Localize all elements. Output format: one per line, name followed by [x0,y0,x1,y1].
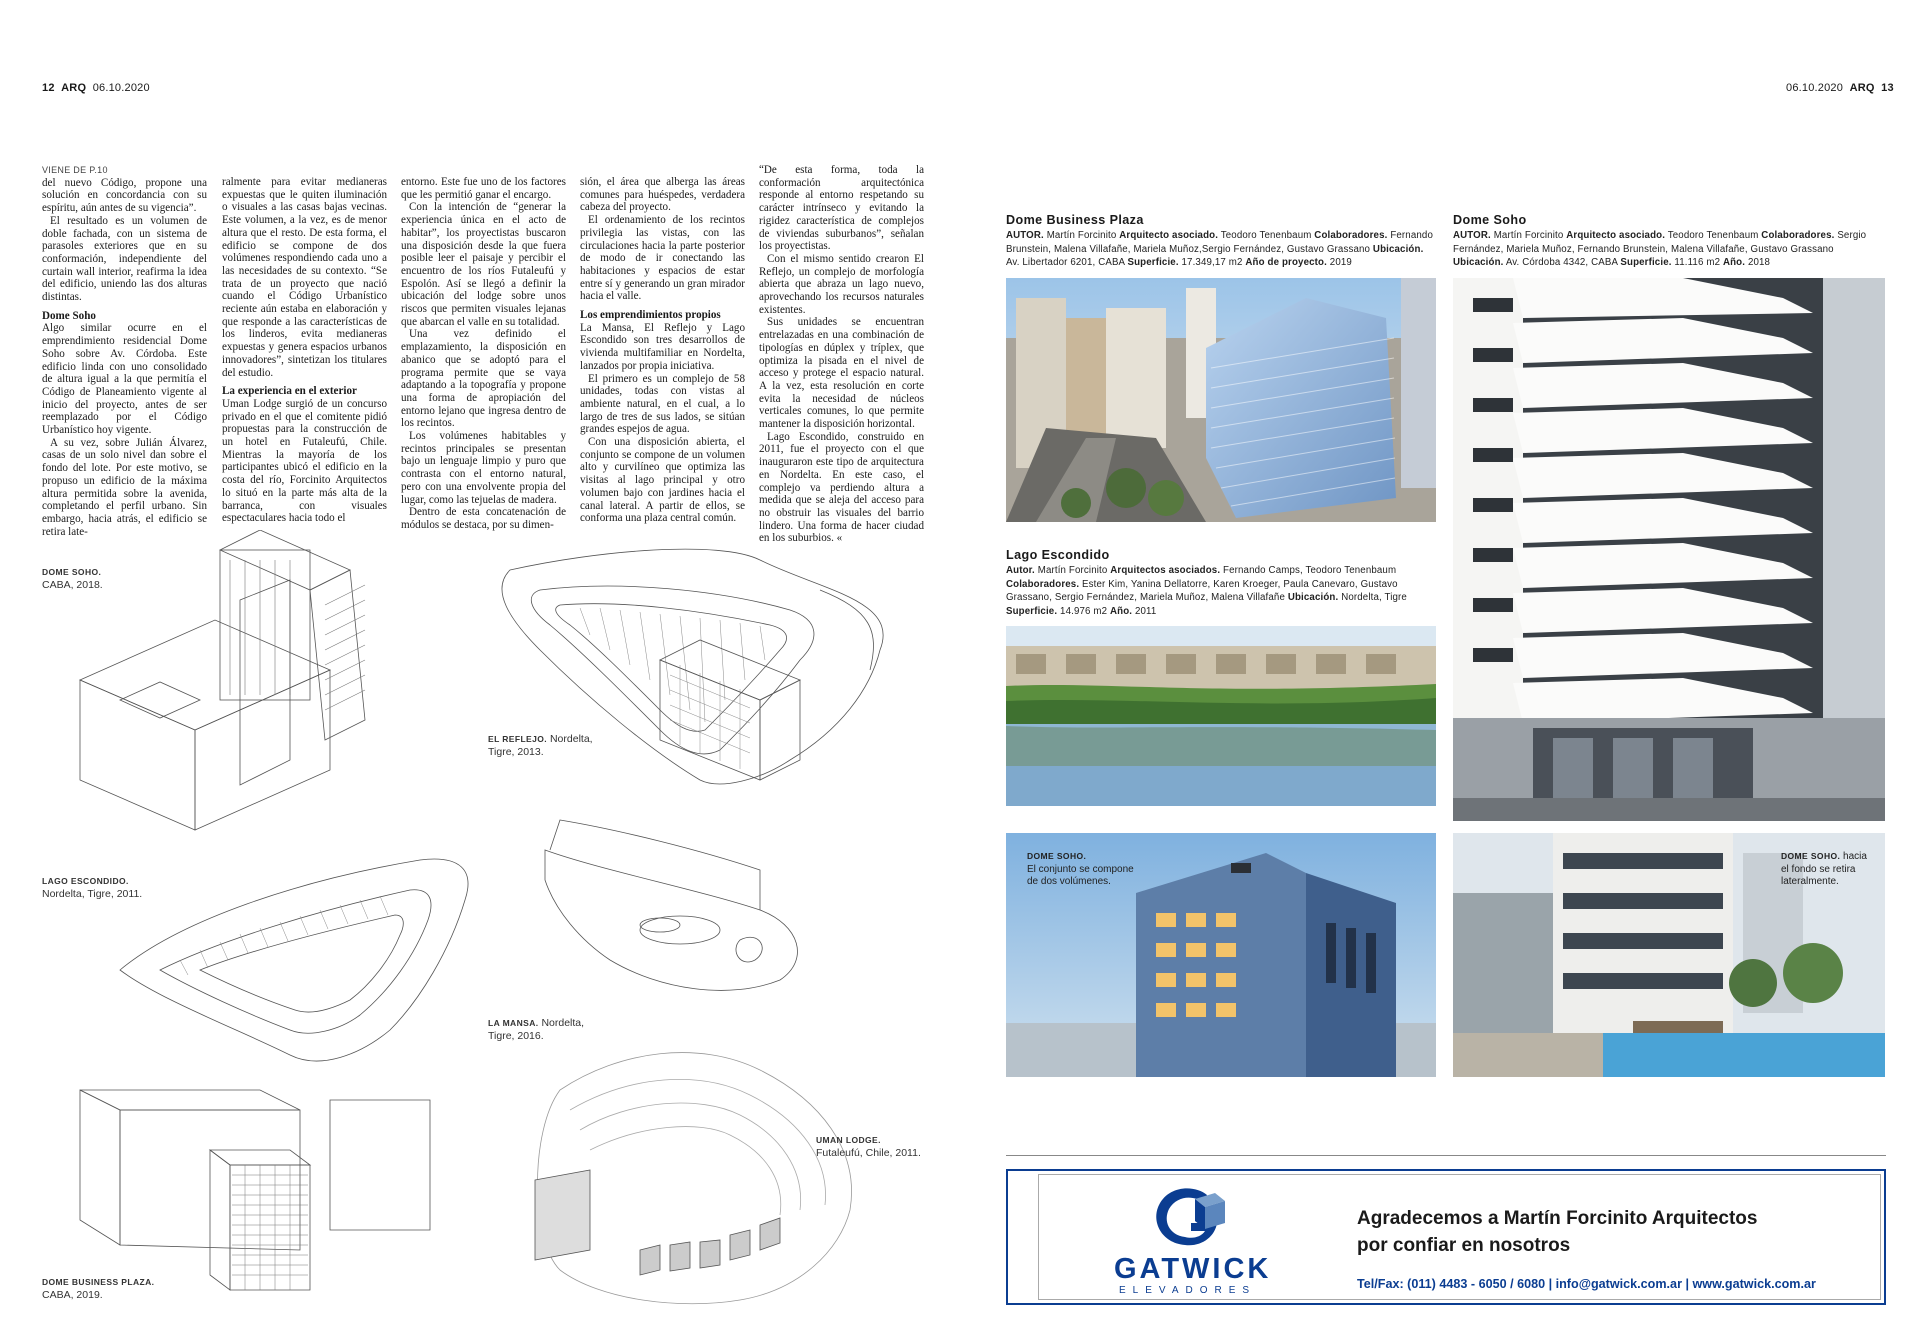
ad-divider [1006,1155,1886,1156]
caption-dome-business-plaza: DOME BUSINESS PLAZA. CABA, 2019. [42,1277,155,1301]
dome-soho-drawing [80,530,365,830]
text-column-3: entorno. Este fue uno de los factores que les permitió ganar el encargo. Con la intención de “generar la experiencia única en el acto de habitar”, los proyectistas buscaron una disposición desde la que fuera posible leer el paisaje y percibir el encuentro de los ríos Futaleufú y Espolón. Así se llegó a definir la ubicación del lodge sobre unos riscos que permiten visuales lejanas que abarcan el valle en su totalidad. Una vez definido el emplazamiento, la disposición en abanico que se adoptó para el programa permite que se vaya adaptando a la topografía y propone una forma de apropiación del entorno lejano que ingresa dentro de los recintos. Los volúmenes habitables y recintos principales se presentan bajo un lenguaje limpio y puro que contrasta con el entorno natural, pero con una envolvente propia del lugar, como las tejuelas de madera. Dentro de esta concatenación de módulos se destaca, por su dimen- [401,176,566,531]
subhead-propios: Los emprendimientos propios [580,309,721,322]
photo-caption-1: DOME SOHO. El conjunto se compone de dos volúmenes. [1027,851,1134,887]
gatwick-advertisement[interactable] [1006,1169,1886,1305]
text-column-2: ralmente para evitar medianeras expuestas que le quiten iluminación o visuales a las casas bajas vecinas. Este volumen, a la vez, es de menor altura que el resto. De esta forma, el edificio se compone de dos volúmenes respondiendo cada uno a las necesidades de su contexto. “Se trata de un proyecto que nació cuando el Código Urbanístico reciente aún estaba en elaboración y que responde a las características de los linderos, evita medianeras expuestas y genera espacios urbanos innovadores”, sintetizan los titulares del estudio. La experiencia en el exterior Uman Lodge surgió de un concurso privado en el que el comitente pidió propuestas para la construcción de un hotel en Futaleufú, Chile. Mientras la mayoría de los participantes ubicó el edificio en la costa del río, Forcinito Arquitectos lo situó en la parte más alta de la barranca, con visuales espectaculares hacia todo el [222,176,387,525]
credits-lago-escondido: Lago Escondido Autor. Martín Forcinito Arquitectos asociados. Fernando Camps, Teodoro Tenenbaum Colaboradores. Ester Kim, Yanina Dellatorre, Karen Kroeger, Paula Canevaro, Gustavo Grassano, Sergio Fernández, Mariela Muñoz, Malena Villafañe Ubicación. Nordelta, Tigre Superficie. 14.976 m2 Año. 2011 [1006,548,1407,617]
axonometric-drawings [0,530,960,1310]
text-column-4: sión, el área que alberga las áreas comunes para huéspedes, verdadera cabeza del proyecto. El ordenamiento de los recintos privilegia las vistas, con las circulaciones hacia la parte posterior de modo de ir conectando las habitaciones y espacios de estar entre sí y generando un gran mirador hacia el valle. Los emprendimientos propios La Mansa, El Reflejo y Lago Escondido son tres desarrollos de vivienda multifamiliar en Nordelta, lanzados por propia iniciativa. El primero es un complejo de 58 unidades, todas con vistas al ambiente natural, en el cual, a lo largo de tres de sus lados, se sitúan grandes espejos de agua. Con una disposición abierta, el conjunto se compone de un volumen alto y curvilíneo que optimiza las visitas al lago principal y otro volumen bajo con jardines hacia el canal lateral. A partir de ellos, se conforma una plaza central común. [580,176,745,525]
ad-brand-sub: ELEVADORES [1119,1285,1257,1296]
continued-from: VIENE DE P.10 [42,165,108,175]
gatwick-logo-icon [1149,1185,1229,1251]
ad-contact[interactable]: Tel/Fax: (011) 4483 - 6050 / 6080 | info@gatwick.com.ar | www.gatwick.com.ar [1357,1277,1816,1291]
subhead-dome-soho: Dome Soho [42,309,96,322]
uman-lodge-drawing [535,1053,852,1304]
photo-lago-escondido [1006,626,1436,806]
photo-caption-2: DOME SOHO. hacia el fondo se retira lateralmente. [1781,851,1867,887]
text-column-1: VIENE DE P.10 del nuevo Código, propone una solución en concordancia con su espíritu, aún antes de su vigencia”. El resultado es un volumen de doble fachada, con un sistema de parasoles exteriores que en su conformación, independiente del curtain wall interior, reafirma la idea del edificio, uniendo las dos alturas distintas. Dome Soho Algo similar ocurre en el emprendimiento residencial Dome Soho sobre Av. Córdoba. Este edificio linda con uno consolidado de altura igual a la que permitía el Código de Planeamiento vigente al inicio del proyecto, antes de ser reemplazado por el Código Urbanístico hoy vigente. A su vez, sobre Julián Álvarez, casas de un solo nivel dan sobre el fondo del lote. Por este motivo, se propuso un edificio de la máxima altura permitida sobre la avenida, completando el perfil urbano. Sin embargo, hacia atrás, el edificio se retira late- [42,165,207,538]
caption-uman-lodge: UMAN LODGE. Futaleufú, Chile, 2011. [816,1135,921,1159]
lago-escondido-drawing [120,859,468,1061]
caption-lago-escondido: LAGO ESCONDIDO. Nordelta, Tigre, 2011. [42,876,143,900]
credits-dome-soho: Dome Soho AUTOR. Martín Forcinito Arquitecto asociado. Teodoro Tenenbaum Colaboradores. Sergio Fernández, Mariela Muñoz, Fernando Brunstein, Malena Villafañe, Gustavo Grassano Ubicación. Av. Córdoba 4342, CABA Superficie. 11.116 m2 Año. 2018 [1453,213,1867,268]
caption-el-reflejo: EL REFLEJO. Nordelta, Tigre, 2013. [488,733,593,758]
caption-dome-soho: DOME SOHO. CABA, 2018. [42,567,103,591]
text-column-5: “De esta forma, toda la conformación arquitectónica responde al entorno respetando su carácter intrínseco y evitando la rigidez característica de complejos de viviendas suburbanos”, señalan los proyectistas. Con el mismo sentido crearon El Reflejo, un complejo de morfología abierta que abraza un lago nuevo, aprovechando los recursos naturales existentes. Sus unidades se encuentran entrelazadas en una combinación de tipologías en dúplex y tríplex, que optimiza la pisada en el nivel de acceso y protege el espacio natural. A la vez, esta resolución en corte evita la necesidad de núcleos verticales comunes, lo que permite mantener la disposición horizontal. Lago Escondido, construido en 2011, fue el proyecto con el que inauguraron este tipo de arquitectura en Nordelta. En este caso, el complejo va perdiendo altura a medida que se aleja del acceso para no obstruir las visuales del barrio lindero. Una forma de hacer ciudad en los suburbios. « [759,164,924,545]
photo-dome-soho [1453,278,1885,821]
dome-business-plaza-drawing [80,1090,430,1290]
caption-la-mansa: LA MANSA. Nordelta, Tigre, 2016. [488,1017,585,1042]
la-mansa-drawing [545,640,800,990]
credits-dome-business-plaza: Dome Business Plaza AUTOR. Martín Forcinito Arquitecto asociado. Teodoro Tenenbaum Colaboradores. Fernando Brunstein, Malena Villafañe, Mariela Muñoz,Sergio Fernández, Gustavo Grassano Ubicación. Av. Libertador 6201, CABA Superficie. 17.349,17 m2 Año de proyecto. 2019 [1006,213,1433,268]
ad-headline: Agradecemos a Martín Forcinito Arquitectos por confiar en nosotros [1357,1208,1758,1256]
photo-dome-business-plaza [1006,278,1436,522]
left-folio: 12 ARQ 06.10.2020 [42,82,150,94]
subhead-exterior: La experiencia en el exterior [222,385,357,398]
right-folio: 06.10.2020 ARQ 13 [1786,82,1894,94]
ad-brand: GATWICK [1114,1253,1272,1285]
